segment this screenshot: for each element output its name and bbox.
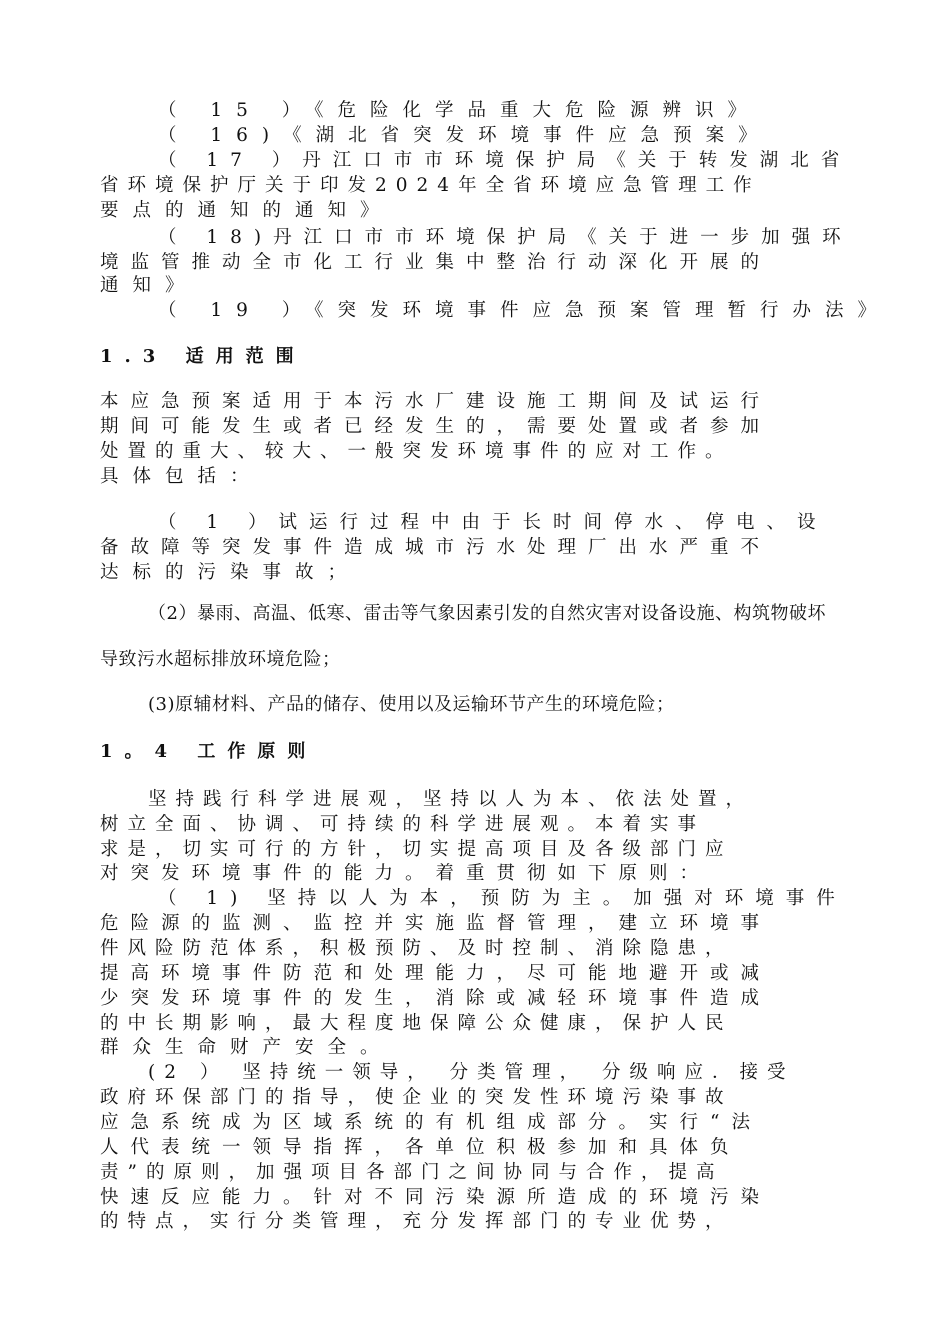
principle-2-line-5: 责”的原则，加强项目各部门之间协同与合作，提高	[100, 1162, 724, 1183]
principle-1-line-4: 提高环境事件防范和处理能力，尽可能地避开或减	[100, 963, 772, 984]
scope-intro-line-3: 处置的重大、较大、一般突发环境事件的应对工作。	[100, 441, 733, 462]
scope-item-1-line-1: （ 1 ）试运行过程中由于长时间停水、停电、设	[158, 512, 828, 533]
scope-item-1-line-2: 备故障等突发事件造成城市污水处理厂出水严重不	[100, 537, 772, 558]
principle-1-line-1: （ 1) 坚持以人为本，预防为主。加强对环境事件	[158, 888, 847, 909]
scope-item-1-line-3: 达标的污染事故；	[100, 562, 361, 583]
principle-1-line-5: 少突发环境事件的发生，消除或减轻环境事件造成	[100, 988, 772, 1009]
reference-15: （ 15 ）《危险化学品重大危险源辨识》	[158, 100, 761, 121]
principles-intro-line-3: 求是，切实可行的方针，切实提高项目及各级部门应	[100, 839, 733, 860]
principles-intro-line-1: 坚持践行科学进展观，坚持以人为本、依法处置，	[148, 789, 754, 810]
scope-item-2-line-2: 导致污水超标排放环境危险；	[100, 649, 341, 670]
reference-17-line-2: 省环境保护厅关于印发2024年全省环境应急管理工作	[100, 175, 761, 196]
principle-2-line-7: 的特点，实行分类管理，充分发挥部门的专业优势，	[100, 1211, 733, 1232]
principle-1-line-3: 件风险防范体系，积极预防、及时控制、消除隐患，	[100, 938, 733, 959]
principle-2-line-2: 政府环保部门的指导，使企业的突发性环境污染事故	[100, 1087, 733, 1108]
section-heading-1-4: 1。4 工作原则	[100, 741, 318, 762]
reference-17-line-1: （ 17 ）丹江口市市环境保护局《关于转发湖北省	[158, 150, 852, 171]
scope-intro-line-2: 期间可能发生或者已经发生的，需要处置或者参加	[100, 416, 772, 437]
reference-18-line-2: 境监管推动全市化工行业集中整治行动深化开展的	[100, 252, 772, 273]
principle-1-line-6: 的中长期影响，最大程度地保障公众健康，保护人民	[100, 1013, 733, 1034]
reference-18-line-1: （ 18)丹江口市市环境保护局《关于进一步加强环	[158, 227, 853, 248]
principle-2-line-3: 应急系统成为区域系统的有机组成部分。实行“法	[100, 1112, 762, 1133]
principle-2-line-1: (2 ） 坚持统一领导， 分类管理， 分级响应．接受	[148, 1062, 795, 1083]
principle-2-line-4: 人代表统一领导指挥，各单位积极参加和具体负	[100, 1137, 741, 1158]
reference-19: （ 19 ）《突发环境事件应急预案管理暂行办法》	[158, 300, 891, 321]
scope-item-2-line-1: （2）暴雨、高温、低寒、雷击等气象因素引发的自然灾害对设备设施、构筑物破坏	[148, 603, 826, 624]
scope-item-3: (3)原辅材料、产品的储存、使用以及运输环节产生的环境危险；	[148, 694, 675, 715]
reference-17-line-3: 要点的通知的通知》	[100, 200, 393, 221]
principle-1-line-7: 群众生命财产安全。	[100, 1037, 393, 1058]
principles-intro-line-4: 对突发环境事件的能力。着重贯彻如下原则：	[100, 863, 711, 884]
reference-16: （ 16)《湖北省突发环境事件应急预案》	[158, 125, 771, 146]
section-heading-1-3: 1.3 适用范围	[100, 346, 306, 367]
principles-intro-line-2: 树立全面、协调、可持续的科学进展观。本着实事	[100, 814, 706, 835]
scope-intro-line-4: 具体包括：	[100, 466, 263, 487]
principle-2-line-6: 快速反应能力。针对不同污染源所造成的环境污染	[100, 1187, 772, 1208]
principle-1-line-2: 危险源的监测、监控并实施监督管理，建立环境事	[100, 913, 772, 934]
scope-intro-line-1: 本应急预案适用于本污水厂建设施工期间及试运行	[100, 391, 772, 412]
reference-18-line-3: 通知》	[100, 275, 198, 296]
